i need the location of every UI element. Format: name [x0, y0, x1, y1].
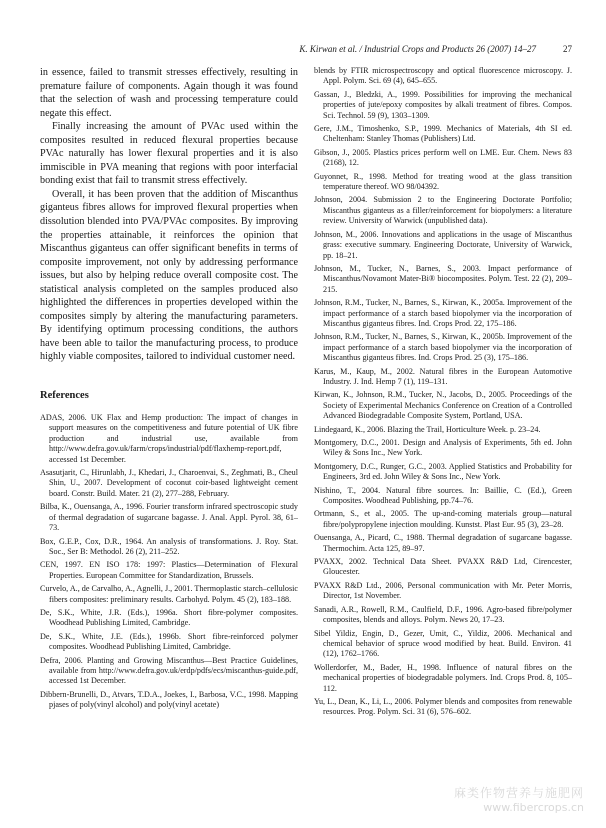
reference-item: De, S.K., White, J.E. (Eds.), 1996b. Short fibre-reinforced polymer composites. Woodhead Publishing Limited, Cambridge.: [40, 631, 298, 652]
reference-item: Asasutjarit, C., Hirunlabh, J., Khedari, J., Charoenvai, S., Zeghmati, B., Cheul Shin, U., 2007. Development of coconut coir-based lightweight cement board. Constr. Build. Mater. 21 (2), 277–288, February.: [40, 468, 298, 498]
watermark-url: www.fibercrops.cn: [483, 801, 584, 814]
reference-item: Johnson, M., 2006. Innovations and applications in the usage of Miscanthus grass: executive summary. Engineering Doctorate, University of Warwick, pp. 18–21.: [314, 229, 572, 260]
reference-item: Karus, M., Kaup, M., 2002. Natural fibres in the European Automotive Industry. J. Ind. Hemp 7 (1), 119–131.: [314, 366, 572, 386]
references-heading: References: [40, 390, 89, 402]
reference-item: Wollerdorfer, M., Bader, H., 1998. Influence of natural fibres on the mechanical properties of biodegradable polymers. Ind. Crops Prod. 8, 105–112.: [314, 662, 572, 693]
reference-item: Johnson, M., Tucker, N., Barnes, S., 2003. Impact performance of Miscanthus/Novamont Mater-Bi® biocomposites. Polym. Test. 22 (2), 209–215.: [314, 263, 572, 294]
reference-item: Box, G.E.P., Cox, D.R., 1964. An analysis of transformations. J. Roy. Stat. Soc., Ser B: Methodol. 26 (2), 211–252.: [40, 536, 298, 556]
reference-item: Sibel Yildiz, Engin, D., Gezer, Umit, C., Yildiz, 2006. Mechanical and chemical behavior of spruce wood modified by heat. Build. Environ. 41 (12), 1762–1766.: [314, 628, 572, 659]
reference-item: Montgomery, D.C., 2001. Design and Analysis of Experiments, 5th ed. John Wiley & Sons Inc., New York.: [314, 438, 572, 458]
reference-item: Bilba, K., Ouensanga, A., 1996. Fourier transform infrared spectroscopic study of thermal degradation of sugarcane bagasse. J. Anal. Appl. Pyrol. 38, 61–73.: [40, 502, 298, 533]
reference-item: CEN, 1997. EN ISO 178: 1997: Plastics—Determination of Flexural Properties. European Committee for Standardization, Brussels.: [40, 560, 298, 580]
references-list-left: [40, 413, 298, 711]
reference-item: Montgomery, D.C., Runger, G.C., 2003. Applied Statistics and Probability for Engineers, 3rd ed. John Wiley & Sons Inc., New York.: [314, 461, 572, 482]
reference-item: ADAS, 2006. UK Flax and Hemp production: The impact of changes in support measures on the competitiveness and future potential of UK fibre production and industrial use, available from http://www.defra.gov.uk/farm/crops/industrial/pdf/flaxhemp-report.pdf, accessed 1st December.: [40, 413, 298, 464]
reference-item: Johnson, R.M., Tucker, N., Barnes, S., Kirwan, K., 2005b. Improvement of the impact performance of a starch based biopolymer via the incorporation of Miscanthus giganteus fibres. Ind. Crops Prod. 25 (3), 175–186.: [314, 332, 572, 363]
reference-item: Ortmann, S., et al., 2005. The up-and-coming materials group—natural fibre/polypropylene injection moulding. Kunstst. Plast Eur. 95 (3), 23–28.: [314, 509, 572, 529]
body-paragraph: Finally increasing the amount of PVAc used within the composites resulted in reduced flexural properties because PVAc naturally has lower flexural properties and it is also immiscible in PVA meaning that regions with poor interfacial bonding exist that fail to transmit stress effectively.: [40, 121, 298, 187]
reference-item: Lindegaard, K., 2006. Blazing the Trail, Horticulture Week. p. 23–24.: [314, 424, 541, 434]
reference-item: Johnson, R.M., Tucker, N., Barnes, S., Kirwan, K., 2005a. Improvement of the impact performance of a starch based biopolymer via the incorporation of Miscanthus giganteus fibres. Ind. Crops Prod. 22, 175–186.: [314, 298, 572, 328]
reference-item: Defra, 2006. Planting and Growing Miscanthus—Best Practice Guidelines, available from http://www.defra.gov.uk/erdp/pdfs/ecs/miscanthus-guide.pdf, accessed 1st December.: [40, 655, 298, 686]
reference-item: Gassan, J., Bledzki, A., 1999. Possibilities for improving the mechanical properties of jute/epoxy composites by alkali treatment of fibres. Compos. Sci. Technol. 59 (9), 1303–1309.: [314, 89, 572, 120]
body-paragraph: Overall, it has been proven that the addition of Miscanthus giganteus fibres allows for improved flexural properties when dissolution blended into PVA/PVAc composites. By improving the properties attainable, it reinforces the opinion that Miscanthus giganteus can offer significant benefits in terms of composite improvement, not only by addressing performance issues, but also by helping reduce overall composite cost. The statistical analysis completed on the samples produced also highlighted the differences in properties developed within the composites simply by altering the manufacturing parameters. By identifying optimum processing conditions, the authors have been able to tailor the manufacturing process, to produce highly viable composites, tailored to individual customer need.: [40, 188, 298, 363]
reference-item: Sanadi, A.R., Rowell, R.M., Caulfield, D.F., 1996. Agro-based fibre/polymer composites, blends and alloys. Polym. News 20, 17–23.: [314, 604, 572, 625]
reference-item: Dibbern-Brunelli, D., Atvars, T.D.A., Joekes, I., Barbosa, V.C., 1998. Mapping pjases of poly(vinyl alcohol) and poly(vinyl acetate): [40, 689, 298, 710]
reference-item: De, S.K., White, J.R. (Eds.), 1996a. Short fibre-polymer composites. Woodhead Publishing Limited, Cambridge.: [40, 607, 298, 628]
reference-item: blends by FTIR microspectroscopy and optical fluorescence microscopy. J. Appl. Polym. Sci. 69 (4), 645–655.: [314, 66, 572, 86]
reference-item: Nishino, T., 2004. Natural fibre sources. In: Baillie, C. (Ed.), Green Composites. Woodhead Publishing, pp.74–76.: [314, 485, 572, 506]
right-column: [314, 66, 572, 721]
reference-item: Guyonnet, R., 1998. Method for treating wood at the glass transition temperature thereof. WO 98/04392.: [314, 171, 572, 192]
reference-item: Gere, J.M., Timoshenko, S.P., 1999. Mechanics of Materials, 4th SI ed. Cheltenham: Stanley Thomas (Publishers) Ltd.: [314, 124, 572, 144]
reference-item: Curvelo, A., de Carvalho, A., Agnelli, J., 2001. Thermoplastic starch–cellulosic fibers composites: preliminary results. Carbohyd. Polym. 45 (2), 183–188.: [40, 584, 298, 604]
reference-item: PVAXX R&D Ltd., 2006, Personal communication with Mr. Peter Morris, Director, 1st November.: [314, 580, 572, 601]
running-title: K. Kirwan et al. / Industrial Crops and Products 26 (2007) 14–27: [299, 44, 536, 54]
reference-item: Johnson, 2004. Submission 2 to the Engineering Doctorate Portfolio; Miscanthus giganteus as a filler/reinforcement for biopolymers: a literature review. University of Warwick (unpublished data).: [314, 195, 572, 226]
reference-item: PVAXX, 2002. Technical Data Sheet. PVAXX R&D Ltd, Cirencester, Gloucester.: [314, 557, 572, 577]
reference-item: Kirwan, K., Johnson, R.M., Tucker, N., Jacobs, D., 2005. Proceedings of the Society of Experimental Mechanics Conference on Creation of a Controlled Advanced Biodegradable Composite System, Portland, USA.: [314, 390, 572, 421]
watermark-chinese: 麻类作物营养与施肥网: [453, 786, 584, 800]
reference-item: Gibson, J., 2005. Plastics prices perform well on LME. Eur. Chem. News 83 (2168), 12.: [314, 147, 572, 168]
body-paragraph: in essence, failed to transmit stresses effectively, resulting in premature failure of components. Again though it was found that the selection of wash and processing temperature could negate this effect.: [40, 67, 298, 119]
reference-item: Ouensanga, A., Picard, C., 1988. Thermal degradation of sugarcane bagasse. Thermochim. Acta 125, 89–97.: [314, 533, 572, 553]
page-header: [40, 44, 572, 58]
page-number: 27: [563, 44, 572, 54]
reference-item: Yu, L., Dean, K., Li, L., 2006. Polymer blends and composites from renewable resources. Prog. Polym. Sci. 31 (6), 576–602.: [314, 696, 572, 717]
left-column: [40, 66, 298, 714]
watermark: [454, 784, 584, 814]
